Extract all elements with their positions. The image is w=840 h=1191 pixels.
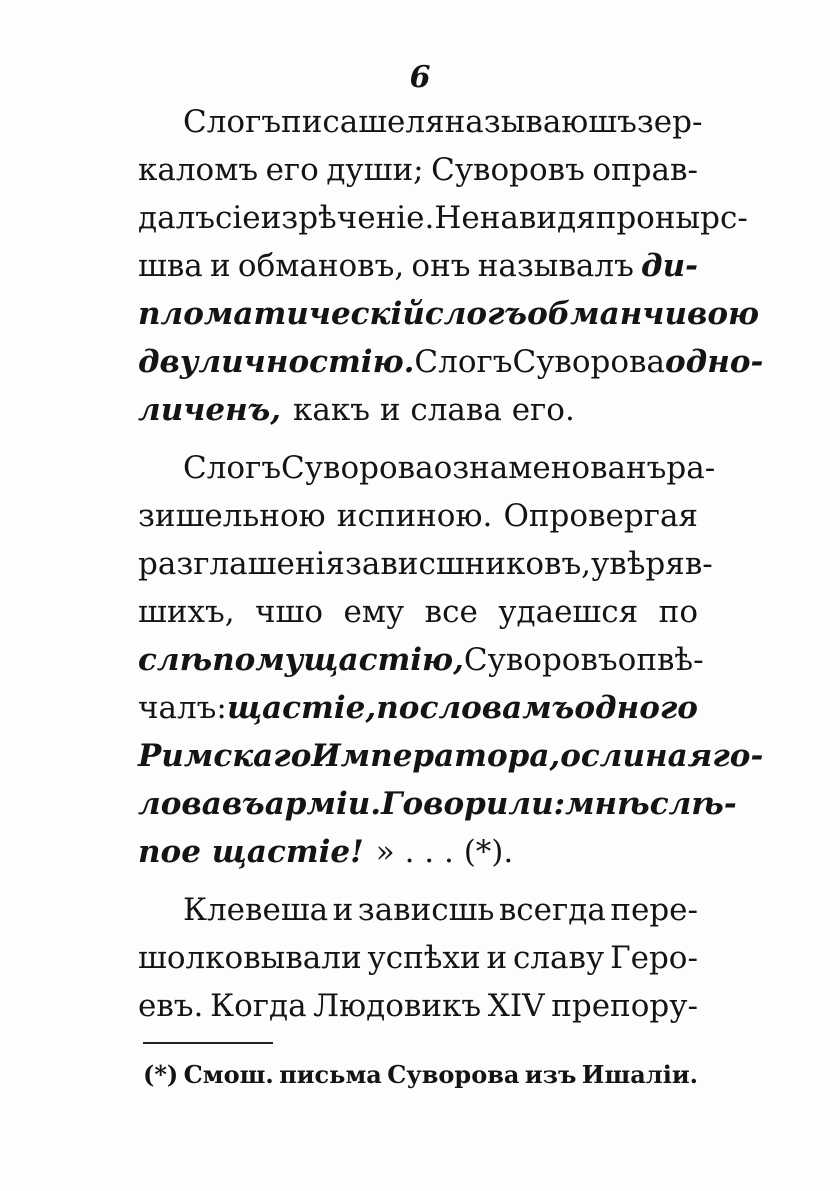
text-word: лова: [138, 786, 222, 822]
text-word: Императора,: [311, 738, 561, 774]
text-word: шва: [138, 248, 203, 284]
text-word: изрѣченіе.: [260, 200, 435, 236]
text-word: онъ: [411, 248, 471, 284]
text-word: увѣряв-: [591, 546, 713, 582]
text-word: слогъ: [424, 296, 528, 332]
text-line: [138, 246, 698, 286]
text-word: обманчивою: [527, 296, 760, 332]
text-word: обмановъ,: [237, 248, 405, 284]
text-segment: какъ и слава его.: [293, 392, 575, 428]
text-word: разглашенія: [138, 546, 345, 582]
text-word: зависшь: [357, 892, 495, 928]
text-word: пере-: [610, 892, 698, 928]
text-line: [138, 390, 698, 430]
footnote-word: (*): [143, 1060, 179, 1089]
text-word: души;: [326, 152, 424, 188]
text-word: Суворовъ: [463, 642, 618, 678]
text-line: [138, 986, 698, 1026]
text-word: испиною.: [336, 498, 493, 534]
footnote-word: Ишаліи.: [581, 1060, 698, 1089]
text-word: удаешся: [498, 594, 639, 630]
text-word: по: [658, 594, 698, 630]
text-line: [138, 342, 764, 382]
text-word: Римскаго: [138, 738, 312, 774]
text-word: пронырс-: [595, 200, 748, 236]
text-word: го-: [712, 738, 764, 774]
text-word: Суворовъ: [431, 152, 585, 188]
text-word: Ненавидя: [434, 200, 596, 236]
text-word: по: [376, 690, 420, 726]
text-line: [138, 784, 737, 824]
text-line: [138, 294, 760, 334]
text-word: ди-: [641, 248, 698, 284]
text-word: чалъ:: [138, 690, 227, 726]
text-word: шолковывали: [138, 940, 362, 976]
text-word: мнѣ: [565, 786, 650, 822]
text-word: Говорили:: [381, 786, 566, 822]
text-word: XIV: [487, 988, 545, 1024]
footnote: [143, 1060, 698, 1090]
text-line: [138, 640, 704, 680]
footnote-word: Смош.: [183, 1060, 274, 1089]
text-word: Слогъ: [414, 344, 513, 380]
text-word: слѣпому: [138, 642, 304, 678]
text-segment: пое щастіе!: [138, 834, 364, 870]
text-word: и: [332, 892, 354, 928]
text-word: всегда: [498, 892, 606, 928]
text-word: одно-: [665, 344, 764, 380]
text-word: далъ: [138, 200, 215, 236]
text-word: славу: [513, 940, 605, 976]
text-line: [138, 198, 748, 238]
text-word: называлъ: [477, 248, 634, 284]
text-word: пломатическій: [138, 296, 425, 332]
text-word: щастію,: [303, 642, 464, 678]
text-word: одного: [574, 690, 698, 726]
text-word: Опровергая: [503, 498, 698, 534]
text-segment: » . . . (*).: [375, 834, 514, 870]
text-line: [138, 496, 698, 536]
text-word: оправ-: [592, 152, 698, 188]
text-word: шихъ,: [138, 594, 235, 630]
text-word: Людовикъ: [313, 988, 482, 1024]
text-word: зависшниковъ,: [344, 546, 592, 582]
text-word: ослиная: [560, 738, 713, 774]
text-line: [138, 832, 698, 872]
text-word: двуличностію.: [138, 344, 415, 380]
text-word: словамъ: [419, 690, 575, 726]
text-line: [138, 938, 698, 978]
text-word: слѣ-: [649, 786, 737, 822]
text-word: ра-: [666, 450, 716, 486]
footnote-word: Суворова: [387, 1060, 520, 1089]
text-word: его: [265, 152, 319, 188]
text-line: [183, 102, 703, 142]
text-word: Слогъ: [183, 104, 282, 140]
text-word: Слогъ: [183, 450, 282, 486]
text-word: зишельною: [138, 498, 326, 534]
text-word: въ: [221, 786, 265, 822]
footnote-word: изъ: [524, 1060, 577, 1089]
text-word: и: [486, 940, 508, 976]
text-segment: личенъ,: [138, 392, 282, 428]
text-word: успѣхи: [367, 940, 481, 976]
text-line: [183, 890, 698, 930]
footnote-word: письма: [279, 1060, 382, 1089]
text-word: Геро-: [610, 940, 698, 976]
text-word: щастіе,: [226, 690, 377, 726]
text-word: каломъ: [138, 152, 259, 188]
text-word: Суворова: [512, 344, 665, 380]
text-line: [138, 736, 764, 776]
text-word: препору-: [551, 988, 698, 1024]
text-line: [138, 150, 698, 190]
text-word: арміи.: [264, 786, 382, 822]
text-word: ознаменованъ: [433, 450, 667, 486]
text-line: [138, 592, 698, 632]
text-line: [138, 688, 698, 728]
text-word: писашеля: [281, 104, 445, 140]
text-line: [183, 448, 716, 488]
text-word: Суворова: [281, 450, 434, 486]
text-line: [138, 544, 713, 584]
text-word: зер-: [636, 104, 703, 140]
text-word: называюшъ: [444, 104, 637, 140]
text-word: и: [210, 248, 231, 284]
text-word: чшо: [255, 594, 323, 630]
page-number: 6: [409, 60, 431, 95]
text-word: евъ.: [138, 988, 204, 1024]
text-word: Когда: [210, 988, 307, 1024]
text-word: ему: [343, 594, 405, 630]
text-word: все: [424, 594, 478, 630]
text-word: сіе: [215, 200, 261, 236]
footnote-rule: [143, 1042, 273, 1044]
text-word: Клевеша: [183, 892, 329, 928]
text-word: опвѣ-: [617, 642, 704, 678]
